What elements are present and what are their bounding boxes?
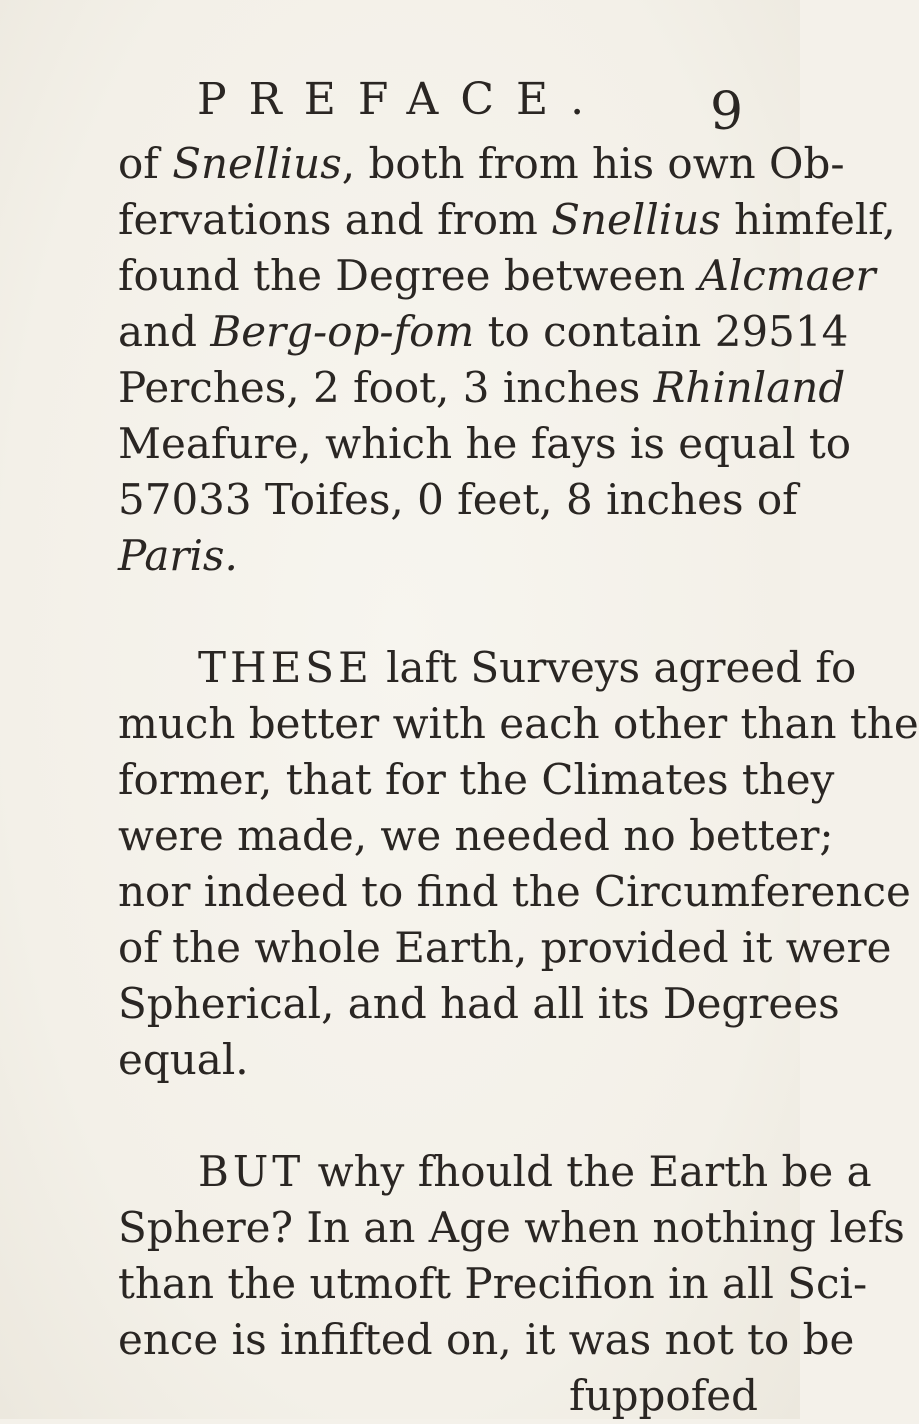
text-line bbox=[118, 1256, 868, 1312]
text-segment: than the utmoft Precifion in all Sci- bbox=[118, 1259, 868, 1308]
text-segment: ence is infifted on, it was not to be bbox=[118, 1315, 855, 1364]
text-line bbox=[118, 864, 911, 920]
running-title: PREFACE. bbox=[197, 74, 607, 125]
paragraph-gap bbox=[118, 1088, 758, 1144]
text-segment: 57033 Toifes, 0 feet, 8 inches of bbox=[118, 475, 798, 524]
text-segment: laft Surveys agreed fo bbox=[372, 643, 857, 692]
text-segment: Sphere? In an Age when nothing lefs bbox=[118, 1203, 905, 1252]
text-line bbox=[118, 248, 876, 304]
text-segment: why fhould the Earth be a bbox=[304, 1147, 872, 1196]
paragraph-gap bbox=[118, 584, 758, 640]
body-text bbox=[118, 136, 919, 1424]
text-segment: of bbox=[118, 139, 173, 188]
text-line bbox=[118, 1144, 872, 1200]
text-line bbox=[118, 1312, 855, 1368]
text-segment: were made, we needed no better; bbox=[118, 811, 834, 860]
text-line bbox=[118, 920, 892, 976]
text-segment: nor indeed to find the Circumference bbox=[118, 867, 911, 916]
text-segment: found the Degree between bbox=[118, 251, 699, 300]
text-line bbox=[118, 1032, 758, 1088]
italic-word: Rhinland bbox=[653, 363, 846, 412]
italic-word: Berg-op-fom bbox=[210, 307, 475, 356]
text-line bbox=[118, 1200, 905, 1256]
text-segment: of the whole Earth, provided it were bbox=[118, 923, 892, 972]
text-segment: former, that for the Climates they bbox=[118, 755, 835, 804]
text-line bbox=[118, 304, 849, 360]
small-caps-word: THESE bbox=[198, 643, 373, 692]
text-line bbox=[118, 528, 758, 584]
italic-word: Paris. bbox=[118, 531, 238, 580]
italic-word: Snellius bbox=[551, 195, 721, 244]
text-line bbox=[118, 808, 834, 864]
text-line bbox=[118, 752, 835, 808]
catchword: fuppofed bbox=[569, 1371, 758, 1420]
text-segment: much better with each other than the bbox=[118, 699, 919, 748]
text-segment: Perches, 2 foot, 3 inches bbox=[118, 363, 654, 412]
text-segment: equal. bbox=[118, 1035, 249, 1084]
text-segment: and bbox=[118, 307, 211, 356]
text-line bbox=[118, 136, 845, 192]
small-caps-word: BUT bbox=[198, 1147, 305, 1196]
text-segment: fervations and from bbox=[118, 195, 552, 244]
italic-word: Alcmaer bbox=[698, 251, 876, 300]
text-line bbox=[118, 416, 852, 472]
text-line bbox=[118, 192, 896, 248]
italic-word: Snellius bbox=[172, 139, 342, 188]
text-segment: himfelf, bbox=[720, 195, 896, 244]
text-segment: , both from his own Ob- bbox=[341, 139, 845, 188]
text-segment: to contain 29514 bbox=[474, 307, 849, 356]
text-segment: Spherical, and had all its Degrees bbox=[118, 979, 840, 1028]
text-line bbox=[118, 360, 846, 416]
text-line bbox=[118, 640, 857, 696]
text-line bbox=[118, 696, 919, 752]
text-line bbox=[118, 472, 798, 528]
text-line bbox=[118, 976, 840, 1032]
text-segment: Meafure, which he fays is equal to bbox=[118, 419, 852, 468]
page-number: 9 bbox=[710, 82, 744, 142]
